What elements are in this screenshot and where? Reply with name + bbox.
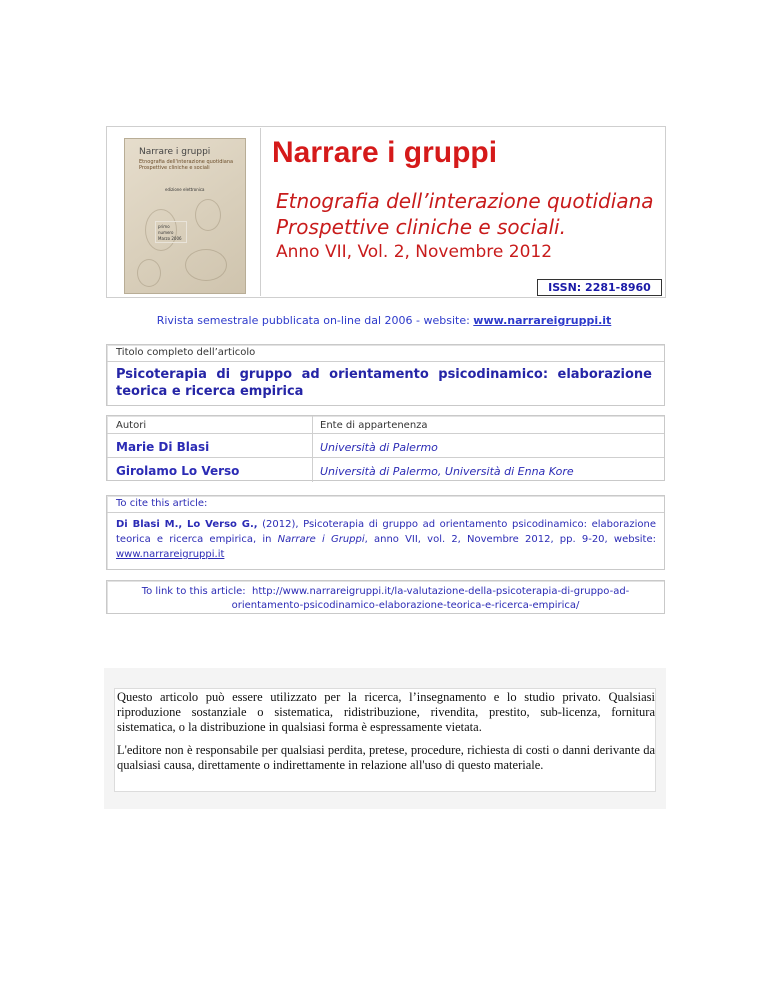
subtitle-line2: Prospettive cliniche e sociali. — [276, 215, 566, 239]
cite-website-link[interactable]: www.narrareigruppi.it — [116, 549, 225, 560]
journal-cover-image — [124, 138, 246, 294]
cite-label: To cite this article: — [116, 498, 208, 509]
notice-paragraph-2: L'editore non è responsabile per qualsiasi perdita, pretese, procedure, richiesta di costi o danni derivante da qualsiasi causa, direttamente o indirettamente in relazione all'uso di questo materiale. — [117, 743, 655, 772]
link-url-line2[interactable]: orientamento-psicodinamico-elaborazione-teorica-e-ricerca-empirica/ — [231, 600, 580, 611]
cite-authors: Di Blasi M., Lo Verso G., — [116, 519, 258, 530]
copyright-notice — [117, 690, 655, 781]
cover-edition: edizione elettronica — [165, 187, 205, 192]
journal-subtitle — [276, 188, 654, 240]
cover-subtitle: Etnografia dell'interazione quotidiana Prospettive cliniche e sociali — [139, 159, 234, 171]
header-divider — [260, 128, 261, 296]
affiliation-label: Ente di appartenenza — [320, 420, 428, 431]
journal-title: Narrare i gruppi — [272, 136, 498, 169]
subtitle-line1: Etnografia dell’interazione quotidiana — [276, 189, 654, 213]
rivista-text: Rivista semestrale pubblicata on-line dal 2006 - website: — [156, 314, 474, 327]
cover-title: Narrare i gruppi — [139, 147, 211, 157]
link-label: To link to this article: — [141, 586, 246, 597]
link-url-line1[interactable]: http://www.narrareigruppi.it/la-valutazione-della-psicoterapia-di-gruppo-ad- — [252, 586, 630, 597]
citation-text — [116, 517, 656, 562]
website-link[interactable]: www.narrareigruppi.it — [473, 314, 612, 327]
article-title: Psicoterapia di gruppo ad orientamento psicodinamico: elaborazione teorica e ricerca empirica — [116, 367, 652, 399]
author-name: Girolamo Lo Verso — [116, 464, 240, 478]
cite-text-b: , anno VII, vol. 2, Novembre 2012, pp. 9-20, website: — [364, 534, 657, 545]
author-affiliation: Università di Palermo, Università di Enna Kore — [320, 465, 574, 478]
cover-box-line2: Marzo 2006 — [158, 236, 182, 241]
issue-info: Anno VII, Vol. 2, Novembre 2012 — [276, 242, 553, 262]
issn-badge: ISSN: 2281-8960 — [537, 279, 662, 296]
article-link[interactable] — [106, 585, 665, 613]
cite-journal: Narrare i Gruppi — [277, 534, 365, 545]
cover-box-line1: primo numero — [158, 224, 174, 235]
article-title-label: Titolo completo dell’articolo — [116, 347, 256, 358]
cite-text-a: (2012), Psicoterapia di gruppo ad orientamento psicodinamico: elaborazione teorica e ricerca empirica, in — [116, 519, 656, 545]
notice-paragraph-1: Questo articolo può essere utilizzato per la ricerca, l’insegnamento e lo studio privato. Qualsiasi riproduzione sostanziale o sistematica, ridistribuzione, rivendita, prestito, sub-licenza, fornitura sistematica, o la distribuzione in qualsiasi forma è espressamente vietata. — [117, 690, 655, 734]
authors-label: Autori — [116, 420, 147, 431]
author-name: Marie Di Blasi — [116, 440, 210, 454]
rivista-line — [0, 314, 768, 327]
cover-issue-box — [155, 221, 187, 243]
author-affiliation: Università di Palermo — [320, 441, 438, 454]
